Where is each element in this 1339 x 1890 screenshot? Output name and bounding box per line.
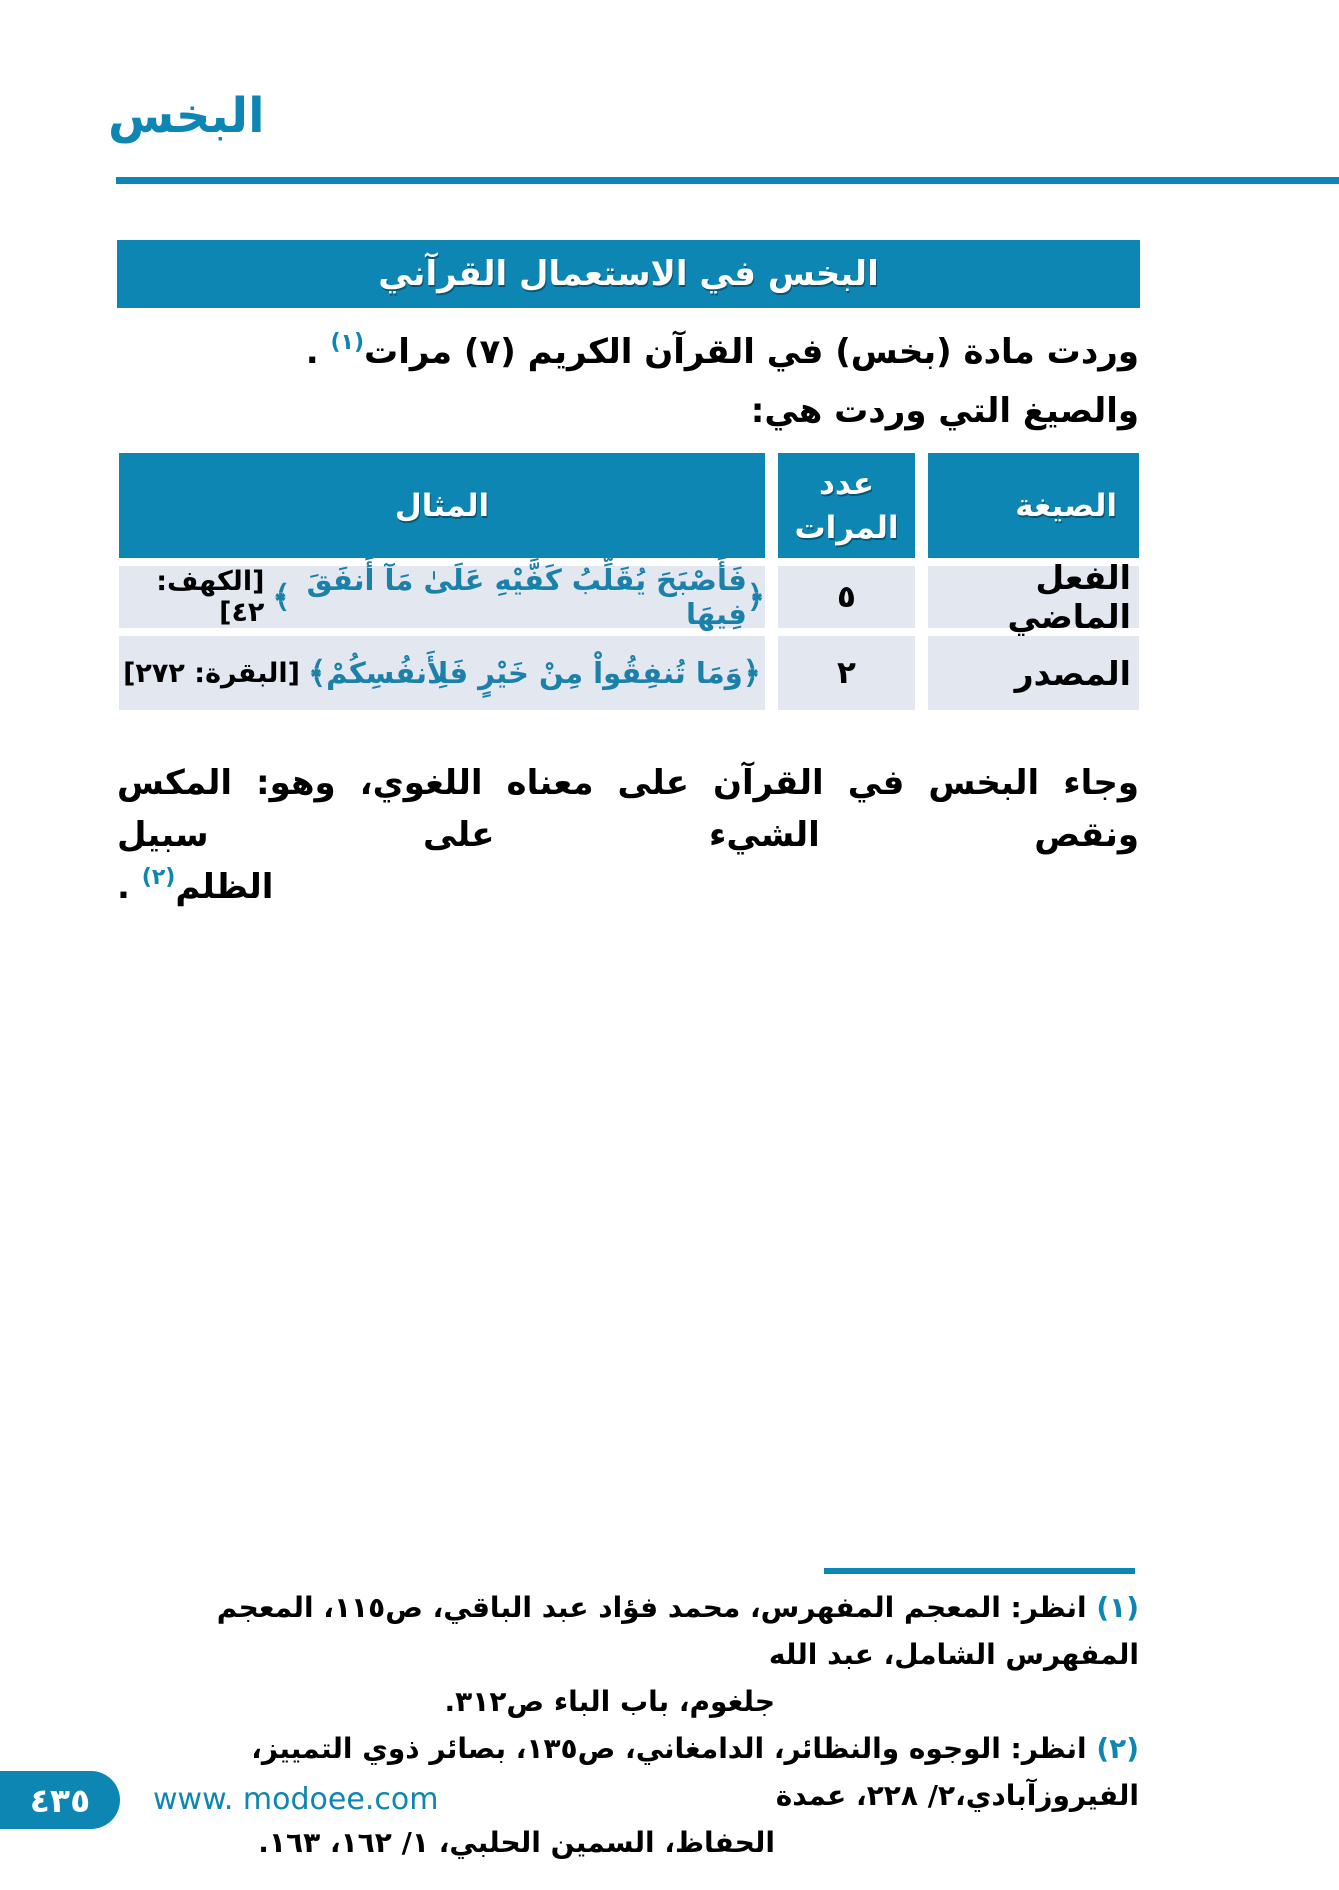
body-paragraph-line-2-text: الظلم xyxy=(175,867,274,907)
footnote-2-line-2: الحفاظ، السمين الحلبي، ١/ ١٦٢، ١٦٣. xyxy=(258,1826,775,1859)
footnote-1-number: (١) xyxy=(1096,1591,1139,1624)
footnote-1-text: انظر: المعجم المفهرس، محمد فؤاد عبد الباقي، ص١١٥، المعجم المفهرس الشامل، عبد الله xyxy=(216,1591,1139,1671)
ornate-open-bracket: ﴿ xyxy=(746,579,765,615)
footnote-ref-2: (٢) xyxy=(141,865,176,890)
section-title-banner xyxy=(117,240,1140,308)
table-row-2-form: المصدر xyxy=(928,636,1139,710)
footnote-2-text: انظر: الوجوه والنظائر، الدامغاني، ص١٣٥، بصائر ذوي التمييز، الفيروزآبادي،٢/ ٢٢٨، عمدة xyxy=(251,1732,1139,1812)
ornate-close-bracket: ﴾ xyxy=(308,655,327,691)
body-paragraph-line-1: وجاء البخس في القرآن على معناه اللغوي، وهو: المكس ونقص الشيء على سبيل xyxy=(117,763,1139,855)
table-row-1-example xyxy=(119,563,765,631)
ornate-open-bracket: ﴿ xyxy=(742,655,761,691)
footnote-2-number: (٢) xyxy=(1096,1732,1139,1765)
table-row-2-count: ٢ xyxy=(778,636,915,710)
table-header-count-line1: عدد xyxy=(819,465,874,502)
website-url: www. modoee.com xyxy=(153,1782,439,1817)
footnote-separator xyxy=(824,1568,1135,1574)
page-number: ٤٣٥ xyxy=(29,1780,91,1820)
table-header-example-label: المثال xyxy=(394,487,490,524)
table-header-example xyxy=(119,453,765,558)
quran-verse: فَأَصْبَحَ يُقَلِّبُ كَفَّيْهِ عَلَىٰ مَآ أَنفَقَ فِيهَا xyxy=(306,563,747,631)
intro-line-2: والصيغ التي وردت هي: xyxy=(750,391,1139,431)
verse-reference: [البقرة: ٢٧٢] xyxy=(123,657,300,689)
forms-table xyxy=(119,453,1139,710)
intro-line-1 xyxy=(117,325,1139,384)
footnote-1-line-1 xyxy=(117,1584,1139,1678)
table-header-count xyxy=(778,453,915,558)
verse-reference: [الكهف: ٤٢] xyxy=(156,566,265,628)
intro-paragraph xyxy=(117,325,1139,438)
table-header-form-label: الصيغة xyxy=(1015,487,1117,524)
ornate-close-bracket: ﴾ xyxy=(272,579,291,615)
page-number-badge xyxy=(0,1771,120,1829)
footnotes xyxy=(117,1584,1139,1866)
section-title: البخس في الاستعمال القرآني xyxy=(378,254,879,294)
table-row-1-form: الفعل الماضي xyxy=(928,566,1139,628)
intro-line-1-text: وردت مادة (بخس) في القرآن الكريم (٧) مرات xyxy=(364,332,1139,372)
body-paragraph-line-2 xyxy=(117,861,1139,918)
table-header-form xyxy=(928,453,1139,558)
body-paragraph xyxy=(117,757,1139,918)
header-rule xyxy=(116,177,1339,184)
table-row-2-example xyxy=(119,636,765,710)
body-paragraph-line-2-period: . xyxy=(117,867,142,907)
table-row-1-count: ٥ xyxy=(778,566,915,628)
footnote-1-line-2: جلغوم، باب الباء ص٣١٢. xyxy=(444,1685,775,1718)
table-header-count-line2: المرات xyxy=(794,509,899,546)
footnote-ref-1: (١) xyxy=(330,330,365,355)
running-head: البخس xyxy=(108,88,265,144)
quran-verse: وَمَا تُنفِقُواْ مِنْ خَيْرٍ فَلِأَنفُسِكُمْ xyxy=(326,656,743,690)
intro-line-1-period: . xyxy=(305,332,331,372)
